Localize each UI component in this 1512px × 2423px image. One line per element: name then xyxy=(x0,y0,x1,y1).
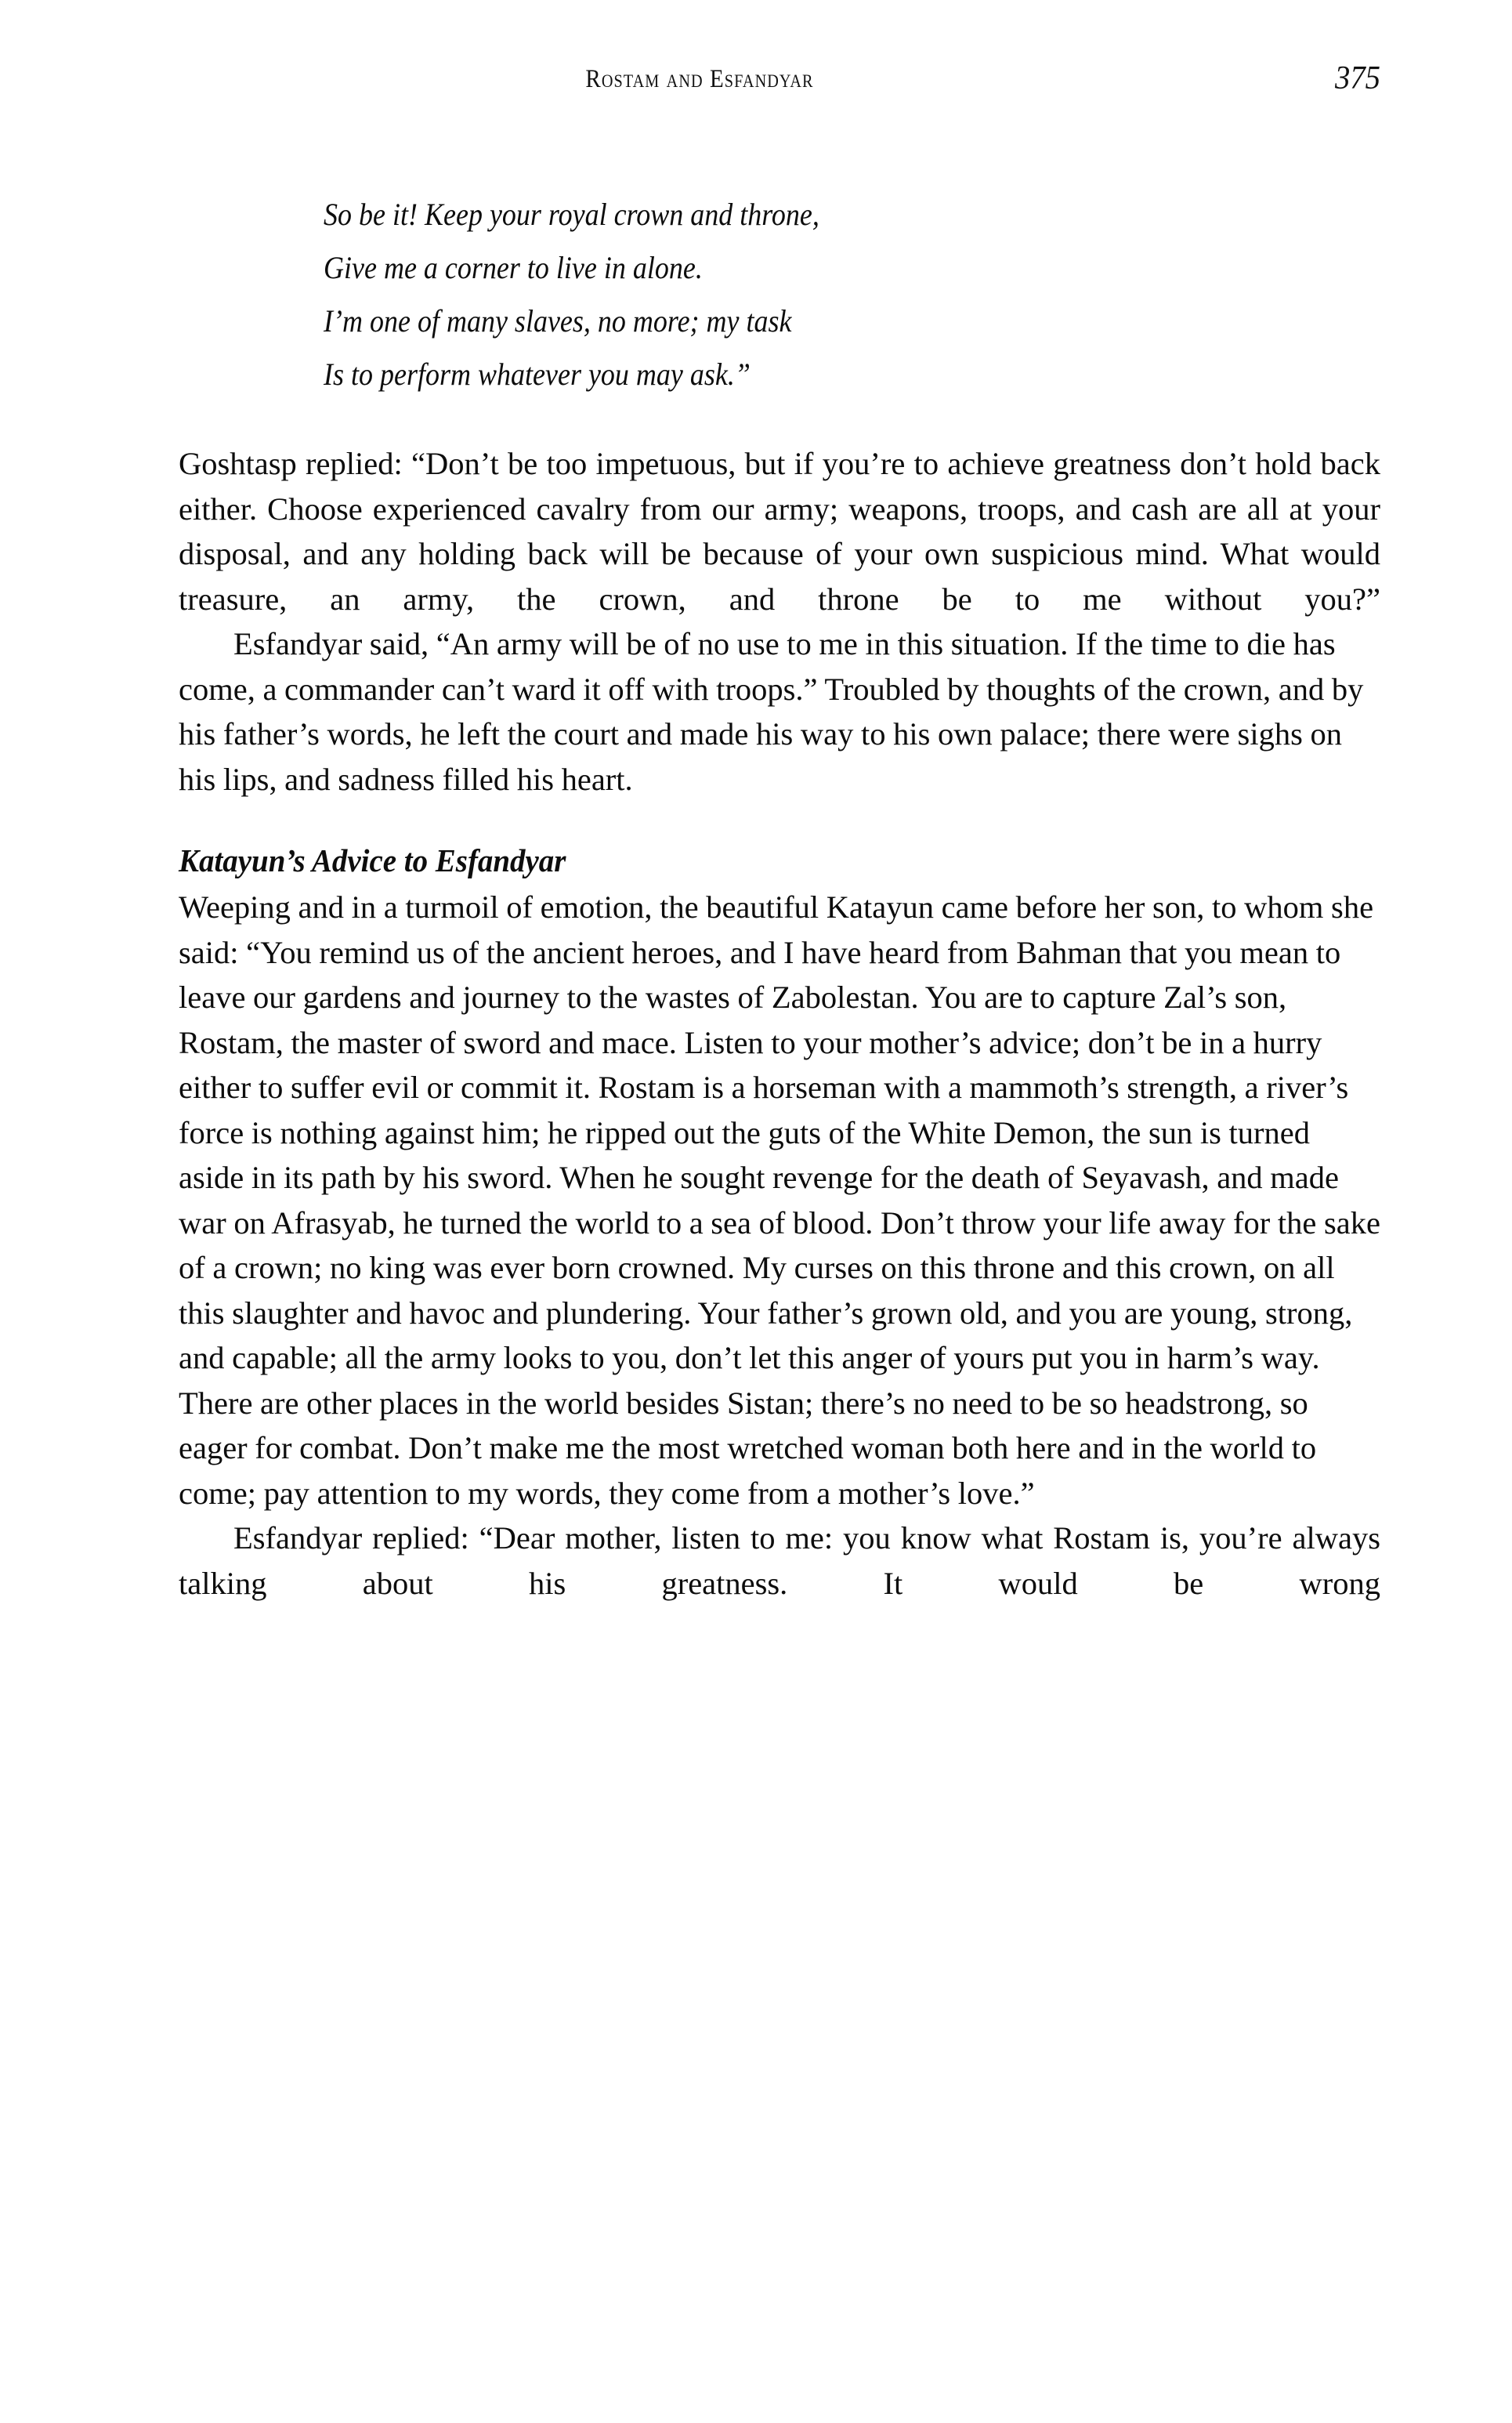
running-head-title: Rostam and Esfandyar xyxy=(585,65,814,93)
running-head xyxy=(179,61,1380,108)
page-number: 375 xyxy=(1335,60,1380,96)
body-paragraph: Esfandyar said, “An army will be of no use to me in this situation. If the time to die has come, a commander can’t ward it off with troops.” Troubled by thoughts of the crown, and by his father’s words, he left the court and made his way to his own palace; there were sighs on his lips, and sadness filled his heart. xyxy=(179,626,1364,797)
verse-line: Give me a corner to live in alone. xyxy=(324,250,703,285)
body-paragraph: Esfandyar replied: “Dear mother, listen to me: you know what Rostam is, you’re always talking about his greatness. It would be wrong xyxy=(179,1520,1380,1601)
section-spacer xyxy=(179,802,1380,838)
verse-line: Is to perform whatever you may ask.” xyxy=(324,357,751,392)
body-paragraph: Weeping and in a turmoil of emotion, the beautiful Katayun came before her son, to whom she said: “You remind us of the ancient heroes, and I have heard from Bahman that you mean to leave our gardens and journey to the wastes of Zabolestan. You are to capture Zal’s son, Rostam, the master of sword and mace. Listen to your mother’s advice; don’t be in a hurry either to suffer evil or commit it. Rostam is a horseman with a mammoth’s strength, a river’s force is nothing against him; he ripped out the guts of the White Demon, the sun is turned aside in its path by his sword. When he sought revenge for the death of Seyavash, and made war on Afrasyab, he turned the world to a sea of blood. Don’t throw your life away for the sake of a crown; no king was ever born crowned. My curses on this throne and this crown, on all this slaughter and havoc and plundering. Your father’s grown old, and you are young, strong, and capable; all the army looks to you, don’t let this anger of yours put you in harm’s way. There are other places in the world besides Sistan; there’s no need to be so headstrong, so eager for combat. Don’t make me the most wretched woman both here and in the world to come; pay attention to my words, they come from a mother’s love.” xyxy=(179,889,1380,1511)
verse-line: I’m one of many slaves, no more; my task xyxy=(324,303,792,339)
verse-line: So be it! Keep your royal crown and throne, xyxy=(324,197,819,232)
section-heading: Katayun’s Advice to Esfandyar xyxy=(179,842,566,878)
body-paragraph: Goshtasp replied: “Don’t be too impetuous, but if you’re to achieve greatness don’t hold back either. Choose experienced cavalry from our army; weapons, troops, and cash are all at your disposal, and any holding back will be because of your own suspicious mind. What would treasure, an army, the crown, and throne be to me without you?” xyxy=(179,446,1380,617)
text-block xyxy=(179,196,1380,1606)
verse-block xyxy=(179,196,1380,393)
